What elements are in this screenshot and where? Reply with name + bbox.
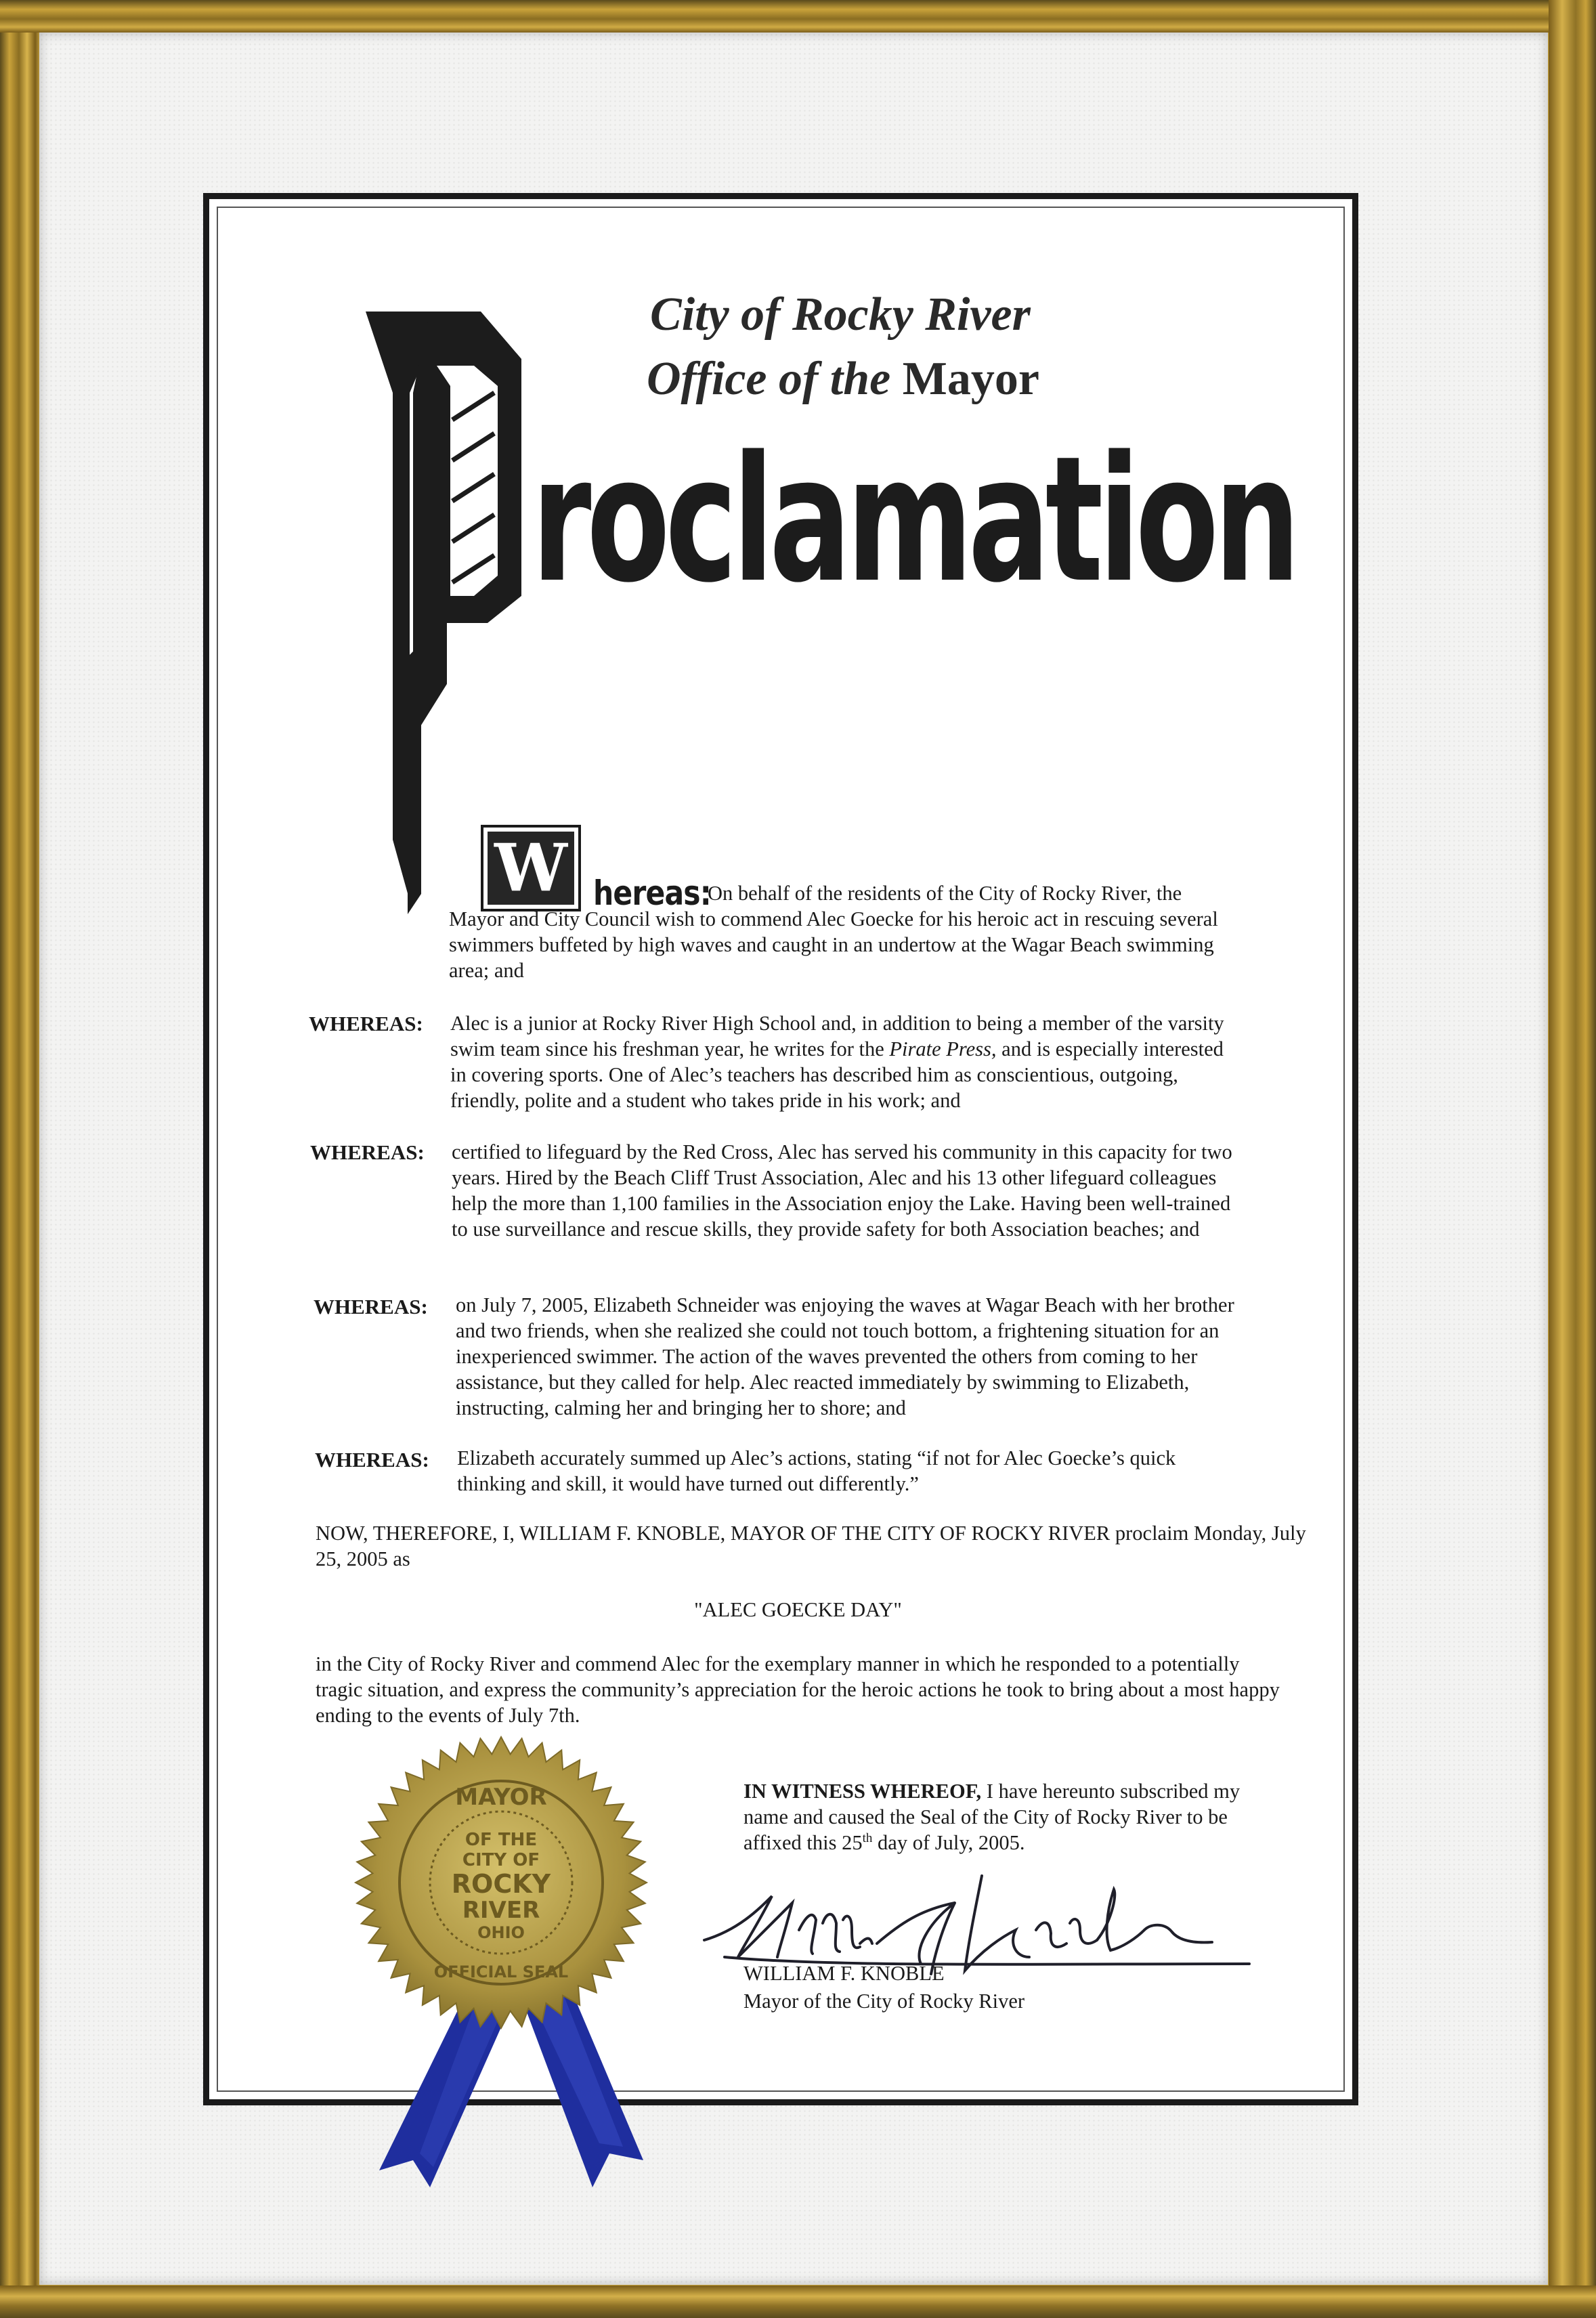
city-heading: City of Rocky River (650, 288, 1031, 341)
frame-bottom-edge (0, 2285, 1596, 2318)
seal-text-top: MAYOR (455, 1784, 547, 1811)
office-heading-mayor: Mayor (902, 353, 1039, 405)
gold-seal-icon (352, 1734, 650, 2032)
whereas-3-text: certified to lifeguard by the Red Cross, Alec has served his community in this capacity for two years. Hired by the Beach Cliff Trust Association, Alec and his 13 other lifeguard colleagues help the more than 1,100 families in the Association enjoy the Lake. Having been well-trained to use surveillance and rescue skills, they provide safety for both Association beaches; and (452, 1140, 1232, 1241)
seal-text-1: OF THE (465, 1830, 538, 1850)
whereas-ornament (481, 825, 581, 911)
frame-right-edge (1549, 0, 1596, 2318)
seal-text-5: OHIO (477, 1923, 525, 1942)
whereas-2-text (450, 1010, 1243, 1113)
signatory-name: WILLIAM F. KNOBLE (743, 1962, 945, 1985)
seal-text-3: ROCKY (451, 1869, 551, 1899)
witness-bold: IN WITNESS WHEREOF, (743, 1780, 982, 1803)
seal-text-bottom: OFFICIAL SEAL (433, 1962, 569, 1981)
whereas-label: WHEREAS: (309, 1012, 423, 1035)
witness-clause (743, 1778, 1258, 1855)
witness-text-1: I have hereunto subscribed my name and caused the Seal of the City of Rocky River to be affixed this 25 (743, 1780, 1241, 1854)
frame-top-edge (0, 0, 1596, 33)
office-heading-italic: Office of the (647, 353, 891, 405)
closing-text: in the City of Rocky River and commend Alec for the exemplary manner in which he responded to a potentially tragic situation, and express the community’s appreciation for the heroic actions he took to bring about a most happy ending to the events of July 7th. (316, 1652, 1280, 1727)
witness-superscript: th (862, 1830, 873, 1845)
now-therefore-text: NOW, THEREFORE, I, WILLIAM F. KNOBLE, MAYOR OF THE CITY OF ROCKY RIVER proclaim Monday, July 25, 2005 as (316, 1522, 1306, 1570)
whereas-2-pre: Alec is a junior at Rocky River High School and, in addition to being a member of the varsity swim team since his freshman year, he writes for the (450, 1012, 1224, 1060)
day-title: "ALEC GOECKE DAY" (694, 1598, 902, 1621)
whereas-5-text: Elizabeth accurately summed up Alec’s actions, stating “if not for Alec Goecke’s quick thinking and skill, it would have turned out differently.” (457, 1446, 1176, 1495)
decorative-P-icon (366, 305, 542, 914)
whereas-label: WHEREAS: (315, 1448, 429, 1472)
whereas-4-text: on July 7, 2005, Elizabeth Schneider was enjoying the waves at Wagar Beach with her brother and two friends, when she realized she could not touch bottom, a frightening situation for an inexperienced swimmer. The action of the waves prevented the others from coming to her assistance, but they called for help. Alec reacted immediately by swimming to Elizabeth, instructing, calming her and bringing her to shore; and (456, 1293, 1234, 1419)
proclamation-title: roclamation (532, 419, 1296, 621)
whereas-label: WHEREAS: (314, 1295, 428, 1318)
office-heading (647, 352, 1324, 406)
whereas-ornament-text: hereas: (593, 874, 711, 913)
witness-text-2: day of July, 2005. (872, 1831, 1025, 1854)
seal-text-2: CITY OF (462, 1850, 540, 1870)
whereas-2-italic: Pirate Press, (889, 1037, 997, 1060)
whereas-2-post: and is especially interested in covering sports. One of Alec’s teachers has described him as conscientious, outgoing, friendly, polite and a student who takes pride in his work; and (450, 1037, 1224, 1112)
whereas-1-text: Mayor and City Council wish to commend Alec Goecke for his heroic act in rescuing several swimmers buffeted by high waves and caught in an undertow at the Wagar Beach swimming area; and (449, 907, 1218, 982)
signatory-title: Mayor of the City of Rocky River (743, 1990, 1025, 2013)
whereas-drop-cap: W (481, 825, 581, 911)
whereas-1-lead: On behalf of the residents of the City of Rocky River, the (708, 882, 1182, 905)
seal-text-4: RIVER (462, 1897, 540, 1924)
whereas-label: WHEREAS: (310, 1140, 425, 1164)
